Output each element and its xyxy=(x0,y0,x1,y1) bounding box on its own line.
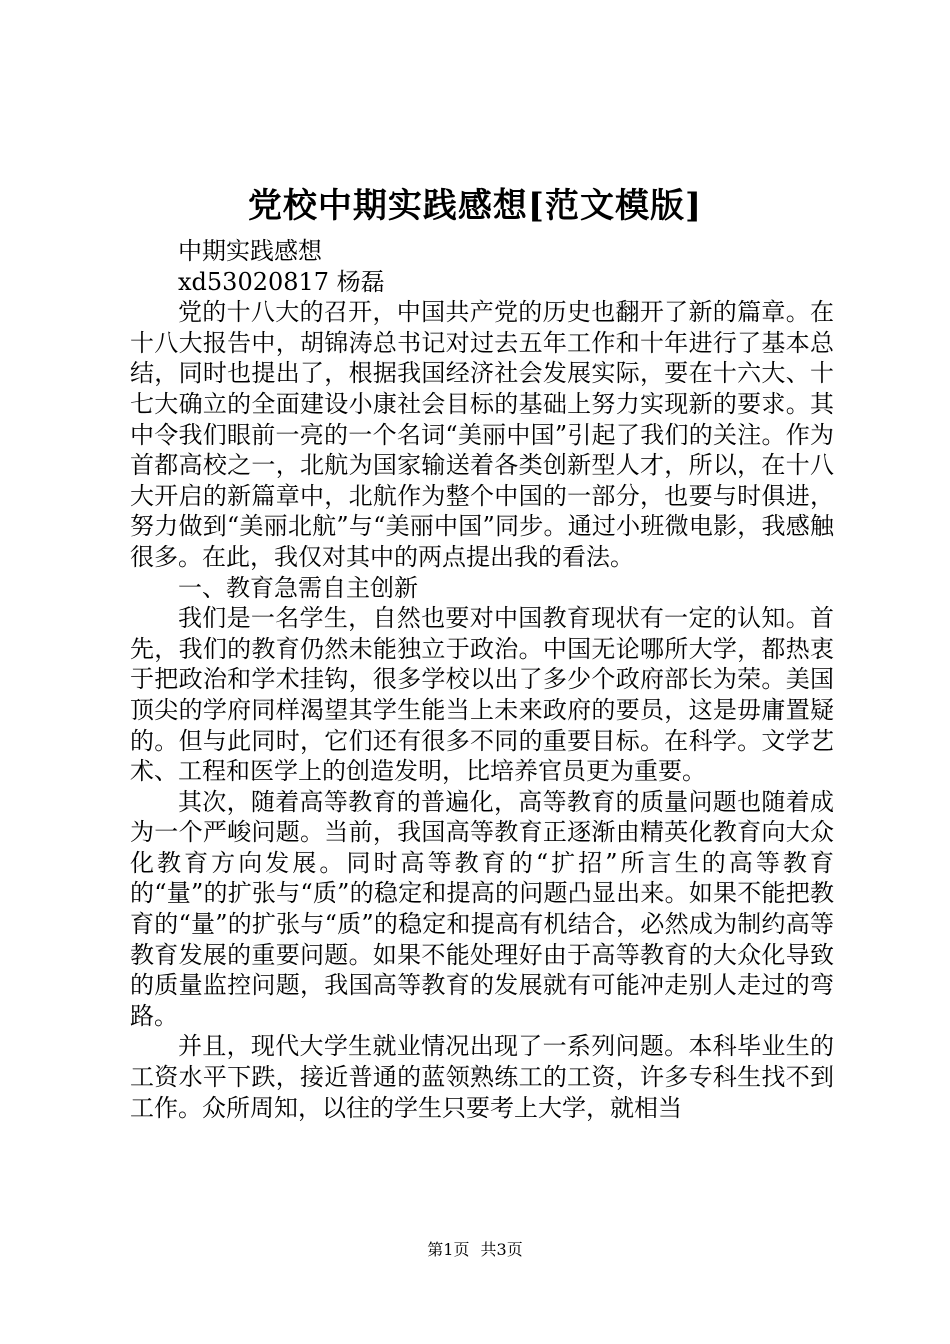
author-paragraph: xd53020817 杨磊 xyxy=(178,267,385,296)
body-paragraph: 其次，随着高等教育的普遍化，高等教育的质量问题也随着成为一个严峻问题。当前，我国高等教育正逐渐由精英化教育向大众化教育方向发展。同时高等教育的“扩招”所言生的高等教育的“量”的扩张与“质”的稳定和提高的问题凸显出来。如果不能把教育的“量”的扩张与“质”的稳定和提高有机结合，必然成为制约高等教育发展的重要问题。如果不能处理好由于高等教育的大众化导致的质量监控问题，我国高等教育的发展就有可能冲走别人走过的弯路。 xyxy=(130,787,834,1030)
body-paragraph: 我们是一名学生，自然也要对中国教育现状有一定的认知。首先，我们的教育仍然未能独立于政治。中国无论哪所大学，都热衷于把政治和学术挂钩，很多学校以出了多少个政府部长为荣。美国顶尖的学府同样渴望其学生能当上未来政府的要员，这是毋庸置疑的。但与此同时，它们还有很多不同的重要目标。在科学。文学艺术、工程和医学上的创造发明，比培养官员更为重要。 xyxy=(130,604,834,786)
document-title: 党校中期实践感想[范文模版] xyxy=(247,186,703,226)
section-heading: 一、教育急需自主创新 xyxy=(178,573,418,602)
page-footer xyxy=(0,1238,950,1262)
subtitle-paragraph: 中期实践感想 xyxy=(178,237,322,265)
document-body xyxy=(130,236,834,1123)
page-number: 第1页 xyxy=(427,1240,470,1259)
body-paragraph: 并且，现代大学生就业情况出现了一系列问题。本科毕业生的工资水平下跌，接近普通的蓝领熟练工的工资，许多专科生找不到工作。众所周知，以往的学生只要考上大学，就相当 xyxy=(130,1032,834,1122)
page-total: 共3页 xyxy=(480,1240,523,1259)
intro-paragraph: 党的十八大的召开，中国共产党的历史也翻开了新的篇章。在十八大报告中，胡锦涛总书记对过去五年工作和十年进行了基本总结，同时也提出了，根据我国经济社会发展实际，要在十六大、十七大确立的全面建设小康社会目标的基础上努力实现新的要求。其中令我们眼前一亮的一个名词“美丽中国”引起了我们的关注。作为首都高校之一，北航为国家输送着各类创新型人才，所以，在十八大开启的新篇章中，北航作为整个中国的一部分，也要与时俱进，努力做到“美丽北航”与“美丽中国”同步。通过小班微电影，我感触很多。在此，我仅对其中的两点提出我的看法。 xyxy=(130,298,834,571)
